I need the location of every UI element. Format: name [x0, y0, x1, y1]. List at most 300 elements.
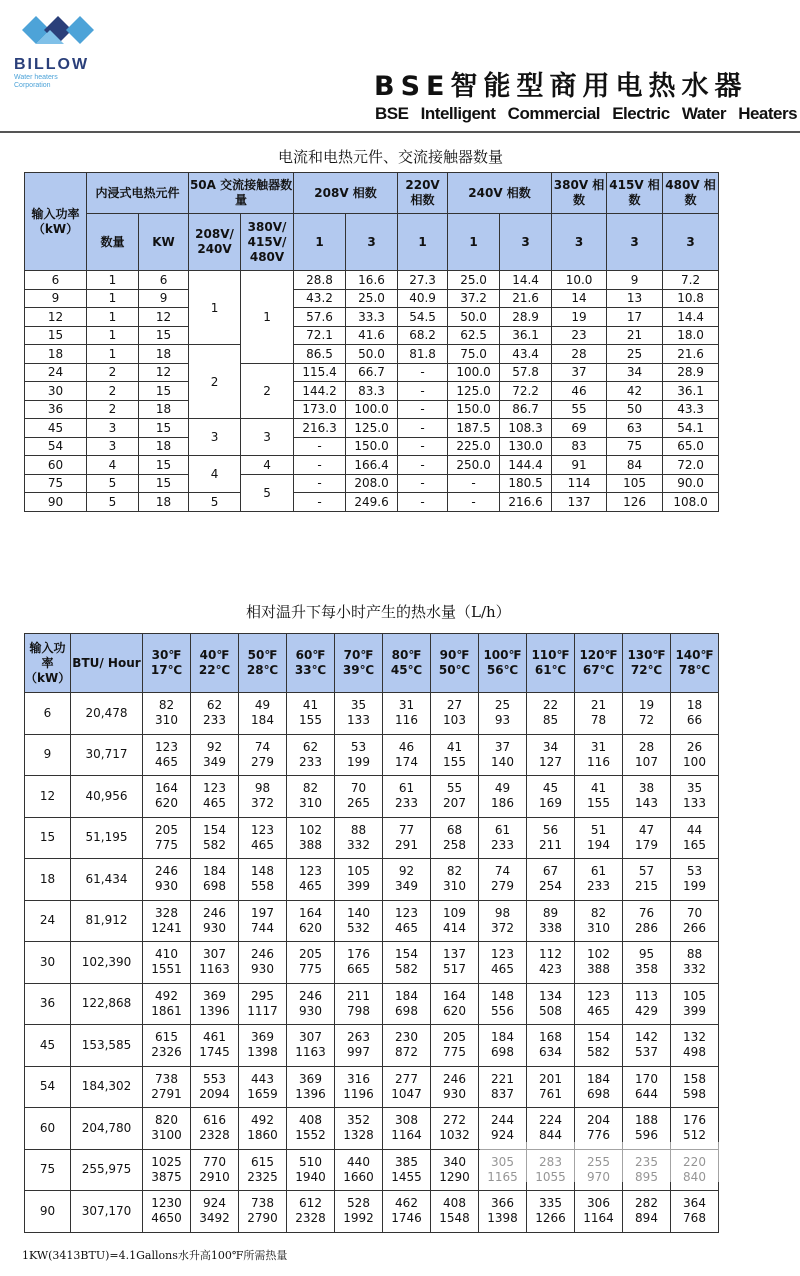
flow-cell: [527, 1191, 575, 1233]
flow-cell: [287, 776, 335, 818]
flow-value-bottom: 78: [590, 713, 607, 728]
flow-value-top: 34: [542, 739, 559, 754]
flow-value-bottom: 169: [539, 796, 562, 811]
flow-value-bottom: 775: [299, 962, 322, 977]
table-cell: 18: [139, 493, 189, 512]
flow-cell: [143, 859, 191, 901]
table-cell: 65.0: [663, 437, 719, 456]
flow-value-top: 158: [683, 1071, 706, 1086]
flow-value-bottom: 332: [683, 962, 706, 977]
table-cell: -: [398, 419, 448, 438]
flow-value-top: 19: [638, 698, 655, 713]
table-cell: 114: [552, 474, 607, 493]
flow-value-top: 408: [299, 1113, 322, 1128]
flow-cell: [383, 693, 431, 735]
flow-value-bottom: 2910: [199, 1169, 230, 1184]
flow-cell: [335, 1149, 383, 1191]
flow-cell: [143, 734, 191, 776]
btu-cell: 102,390: [71, 942, 143, 984]
flow-value-top: 31: [398, 698, 415, 713]
flow-cell: [431, 983, 479, 1025]
flow-value-bottom: 582: [395, 962, 418, 977]
table-cell: 36.1: [663, 382, 719, 401]
flow-value-top: 340: [443, 1154, 466, 1169]
flow-cell: [239, 1108, 287, 1150]
flow-cell: [143, 1191, 191, 1233]
flow-value-top: 28: [638, 739, 655, 754]
flow-value-top: 82: [590, 905, 607, 920]
header-208v: 208V 相数: [294, 173, 398, 214]
flow-value-top: 528: [347, 1196, 370, 1211]
table-cell: 208.0: [346, 474, 398, 493]
flow-value-bottom: 1032: [439, 1128, 470, 1143]
flow-cell: [335, 1025, 383, 1067]
flow-value-bottom: 1047: [391, 1086, 422, 1101]
table-cell: 28.9: [663, 363, 719, 382]
flow-value-top: 184: [587, 1071, 610, 1086]
header-phase: 3: [552, 214, 607, 271]
flow-value-top: 164: [443, 988, 466, 1003]
table-row: [25, 1025, 719, 1067]
table-cell: 28.9: [500, 308, 552, 327]
flow-value-top: 211: [347, 988, 370, 1003]
table-cell: 2: [87, 400, 139, 419]
table-cell: 6: [25, 271, 87, 290]
flow-cell: [383, 1149, 431, 1191]
flow-value-top: 38: [638, 781, 655, 796]
flow-value-bottom: 349: [203, 754, 226, 769]
flow-value-top: 77: [398, 822, 415, 837]
flow-value-top: 123: [299, 864, 322, 879]
table-cell: 9: [139, 289, 189, 308]
flow-cell: [623, 776, 671, 818]
table2-title: 相对温升下每小时产生的热水量（L/h）: [246, 603, 511, 621]
contactor-380-cell: 2: [241, 363, 294, 419]
flow-value-top: 154: [587, 1030, 610, 1045]
flow-value-bottom: 775: [443, 1045, 466, 1060]
flow-value-bottom: 776: [587, 1128, 610, 1143]
table-cell: -: [398, 456, 448, 475]
flow-value-bottom: 207: [443, 796, 466, 811]
flow-cell: [287, 693, 335, 735]
table-cell: 55: [552, 400, 607, 419]
table2-header-cell: 30℉ 17℃: [143, 634, 191, 693]
table-cell: 12: [25, 308, 87, 327]
kw-cell: 75: [25, 1149, 71, 1191]
flow-value-top: 246: [443, 1071, 466, 1086]
flow-value-bottom: 116: [587, 754, 610, 769]
table-cell: 100.0: [448, 363, 500, 382]
flow-cell: [335, 942, 383, 984]
flow-value-bottom: 155: [299, 713, 322, 728]
table-cell: 18.0: [663, 326, 719, 345]
flow-value-top: 308: [395, 1113, 418, 1128]
flow-value-top: 35: [350, 698, 367, 713]
flow-value-bottom: 349: [395, 879, 418, 894]
flow-cell: [383, 859, 431, 901]
flow-value-top: 142: [635, 1030, 658, 1045]
table-cell: 150.0: [448, 400, 500, 419]
flow-value-top: 41: [590, 781, 607, 796]
kw-cell: 45: [25, 1025, 71, 1067]
table-cell: 2: [87, 382, 139, 401]
flow-cell: [239, 900, 287, 942]
flow-value-bottom: 508: [539, 1003, 562, 1018]
table-row: [25, 1191, 719, 1233]
flow-value-top: 82: [158, 698, 175, 713]
flow-value-bottom: 1659: [247, 1086, 278, 1101]
table-cell: 137: [552, 493, 607, 512]
flow-cell: [527, 693, 575, 735]
table-row: [25, 900, 719, 942]
flow-value-bottom: 1860: [247, 1128, 278, 1143]
table2-header-cell: 120℉ 67℃: [575, 634, 623, 693]
flow-value-bottom: 620: [443, 1003, 466, 1018]
flow-value-bottom: 2790: [247, 1211, 278, 1226]
header-input-power: 输入功率（kW）: [25, 173, 87, 271]
flow-cell: [431, 734, 479, 776]
flow-value-top: 112: [539, 947, 562, 962]
table-cell: 1: [87, 271, 139, 290]
flow-cell: [575, 942, 623, 984]
flow-value-bottom: 1164: [583, 1211, 614, 1226]
table-cell: 50: [607, 400, 663, 419]
flow-value-top: 46: [398, 739, 415, 754]
table-cell: 83: [552, 437, 607, 456]
flow-value-top: 95: [638, 947, 655, 962]
flow-cell: [191, 942, 239, 984]
flow-value-bottom: 558: [251, 879, 274, 894]
flow-cell: [575, 983, 623, 1025]
flow-value-bottom: 3492: [199, 1211, 230, 1226]
table-cell: 62.5: [448, 326, 500, 345]
table-cell: 126: [607, 493, 663, 512]
flow-value-bottom: 194: [587, 837, 610, 852]
flow-value-top: 67: [542, 864, 559, 879]
table-cell: 1: [87, 345, 139, 364]
flow-value-top: 27: [446, 698, 463, 713]
flow-value-bottom: 116: [395, 713, 418, 728]
table-cell: 249.6: [346, 493, 398, 512]
flow-value-bottom: 798: [347, 1003, 370, 1018]
flow-value-top: 57: [638, 864, 655, 879]
btu-cell: 255,975: [71, 1149, 143, 1191]
flow-value-bottom: 1398: [487, 1211, 518, 1226]
flow-cell: [287, 1025, 335, 1067]
flow-value-top: 616: [203, 1113, 226, 1128]
flow-value-bottom: 1266: [535, 1211, 566, 1226]
table-cell: 60: [25, 456, 87, 475]
flow-cell: [191, 817, 239, 859]
current-table: [24, 172, 719, 512]
table-cell: 21.6: [663, 345, 719, 364]
flow-value-bottom: 338: [539, 920, 562, 935]
table-cell: 23: [552, 326, 607, 345]
flow-value-top: 204: [587, 1113, 610, 1128]
btu-cell: 153,585: [71, 1025, 143, 1067]
table-cell: 125.0: [448, 382, 500, 401]
table-cell: 12: [139, 363, 189, 382]
table-row: [25, 363, 719, 382]
flow-value-top: 62: [302, 739, 319, 754]
table-cell: 40.9: [398, 289, 448, 308]
table-cell: 45: [25, 419, 87, 438]
table-cell: -: [398, 400, 448, 419]
flow-value-top: 263: [347, 1030, 370, 1045]
table-cell: 18: [139, 400, 189, 419]
flow-value-top: 272: [443, 1113, 466, 1128]
table-cell: 72.1: [294, 326, 346, 345]
btu-cell: 122,868: [71, 983, 143, 1025]
flow-cell: [287, 859, 335, 901]
brand-sub2: Corporation: [14, 82, 51, 89]
flow-value-top: 205: [155, 822, 178, 837]
flow-value-top: 492: [155, 988, 178, 1003]
flow-value-bottom: 388: [587, 962, 610, 977]
table-cell: 21.6: [500, 289, 552, 308]
table-row: [25, 345, 719, 364]
table2-header-cell: BTU/ Hour: [71, 634, 143, 693]
flow-value-top: 45: [542, 781, 559, 796]
table-row: [25, 983, 719, 1025]
flow-cell: [191, 1149, 239, 1191]
flow-value-bottom: 233: [491, 837, 514, 852]
flow-value-top: 385: [395, 1154, 418, 1169]
flow-cell: [671, 942, 719, 984]
flow-value-bottom: 310: [587, 920, 610, 935]
table-cell: 86.7: [500, 400, 552, 419]
flow-value-bottom: 1396: [295, 1086, 326, 1101]
table-cell: 150.0: [346, 437, 398, 456]
table-cell: 16.6: [346, 271, 398, 290]
flow-value-bottom: 1992: [343, 1211, 374, 1226]
table-cell: 125.0: [346, 419, 398, 438]
flow-cell: [287, 1066, 335, 1108]
flow-value-bottom: 698: [491, 1045, 514, 1060]
flow-cell: [335, 817, 383, 859]
flow-value-top: 102: [299, 822, 322, 837]
flow-cell: [623, 983, 671, 1025]
flow-value-bottom: 582: [587, 1045, 610, 1060]
flow-cell: [479, 859, 527, 901]
flow-value-bottom: 1398: [247, 1045, 278, 1060]
flow-cell: [671, 1025, 719, 1067]
kw-cell: 36: [25, 983, 71, 1025]
contactor-208-cell: 1: [189, 271, 241, 345]
flow-value-top: 18: [686, 698, 703, 713]
table-row: [25, 382, 719, 401]
table-cell: 28.8: [294, 271, 346, 290]
header-divider: [0, 131, 800, 133]
contactor-208-cell: 3: [189, 419, 241, 456]
table-cell: 15: [139, 474, 189, 493]
flow-value-bottom: 1117: [247, 1003, 278, 1018]
table-cell: 6: [139, 271, 189, 290]
flow-value-bottom: 465: [395, 920, 418, 935]
flow-value-bottom: 598: [683, 1086, 706, 1101]
flow-cell: [287, 1191, 335, 1233]
flow-value-bottom: 358: [635, 962, 658, 977]
flow-cell: [143, 776, 191, 818]
flow-value-bottom: 698: [587, 1086, 610, 1101]
flow-value-top: 205: [443, 1030, 466, 1045]
table-cell: -: [448, 474, 500, 493]
flow-value-top: 49: [494, 781, 511, 796]
flow-cell: [287, 817, 335, 859]
table-cell: 37.2: [448, 289, 500, 308]
flow-value-top: 295: [251, 988, 274, 1003]
flow-value-top: 123: [251, 822, 274, 837]
table-row: [25, 289, 719, 308]
flow-value-top: 197: [251, 905, 274, 920]
flow-value-top: 62: [206, 698, 223, 713]
table-row: [25, 859, 719, 901]
flow-value-top: 307: [203, 947, 226, 962]
flow-value-bottom: 103: [443, 713, 466, 728]
flow-value-top: 154: [203, 822, 226, 837]
table-cell: 130.0: [500, 437, 552, 456]
table-cell: 69: [552, 419, 607, 438]
table-cell: 57.8: [500, 363, 552, 382]
table2-header-cell: 70℉ 39℃: [335, 634, 383, 693]
flow-value-top: 70: [686, 905, 703, 920]
flow-cell: [143, 693, 191, 735]
flow-value-top: 408: [443, 1196, 466, 1211]
flow-value-top: 461: [203, 1030, 226, 1045]
table2-header-cell: 60℉ 33℃: [287, 634, 335, 693]
flow-value-top: 369: [251, 1030, 274, 1045]
flow-value-bottom: 2791: [151, 1086, 182, 1101]
flow-value-bottom: 556: [491, 1003, 514, 1018]
flow-value-bottom: 1163: [199, 962, 230, 977]
flow-value-bottom: 72: [638, 713, 655, 728]
flow-value-bottom: 2328: [295, 1211, 326, 1226]
flow-value-bottom: 1940: [295, 1169, 326, 1184]
table1-title: 电流和电热元件、交流接触器数量: [278, 148, 504, 166]
flow-value-bottom: 388: [299, 837, 322, 852]
table-cell: 68.2: [398, 326, 448, 345]
table-cell: 166.4: [346, 456, 398, 475]
flow-value-bottom: 233: [395, 796, 418, 811]
table-cell: 144.2: [294, 382, 346, 401]
header-phase: 1: [448, 214, 500, 271]
flow-value-bottom: 1746: [391, 1211, 422, 1226]
flow-cell: [431, 900, 479, 942]
flow-value-bottom: 498: [683, 1045, 706, 1060]
brand-sub1: Water heaters: [14, 74, 58, 81]
flow-value-top: 277: [395, 1071, 418, 1086]
table-cell: 12: [139, 308, 189, 327]
table-row: [25, 693, 719, 735]
flow-value-top: 443: [251, 1071, 274, 1086]
flow-cell: [191, 1066, 239, 1108]
current-table-body: [25, 271, 719, 512]
flow-value-bottom: 582: [203, 837, 226, 852]
table-cell: 10.8: [663, 289, 719, 308]
flow-value-top: 35: [686, 781, 703, 796]
table-cell: 25.0: [346, 289, 398, 308]
flow-value-bottom: 537: [635, 1045, 658, 1060]
flow-value-top: 369: [299, 1071, 322, 1086]
flow-value-top: 246: [299, 988, 322, 1003]
flow-value-bottom: 3100: [151, 1128, 182, 1143]
table-row: [25, 271, 719, 290]
flow-value-top: 612: [299, 1196, 322, 1211]
flow-value-bottom: 2325: [247, 1169, 278, 1184]
flow-cell: [431, 776, 479, 818]
flow-cell: [575, 1191, 623, 1233]
flow-value-top: 176: [683, 1113, 706, 1128]
flow-value-top: 154: [395, 947, 418, 962]
table-cell: 25: [607, 345, 663, 364]
table-row: [25, 419, 719, 438]
flow-value-bottom: 620: [299, 920, 322, 935]
table-cell: 14.4: [500, 271, 552, 290]
flow-value-top: 244: [491, 1113, 514, 1128]
flow-value-top: 105: [347, 864, 370, 879]
flow-cell: [527, 900, 575, 942]
flow-value-top: 74: [254, 739, 271, 754]
flow-cell: [239, 1149, 287, 1191]
flow-value-bottom: 620: [155, 796, 178, 811]
flow-cell: [287, 1149, 335, 1191]
flow-value-bottom: 997: [347, 1045, 370, 1060]
flow-cell: [671, 900, 719, 942]
flow-cell: [431, 1191, 479, 1233]
flow-cell: [239, 942, 287, 984]
flow-value-bottom: 465: [299, 879, 322, 894]
flow-value-bottom: 133: [347, 713, 370, 728]
flow-cell: [143, 1066, 191, 1108]
flow-value-top: 92: [206, 739, 223, 754]
flow-cell: [239, 817, 287, 859]
flow-value-top: 205: [299, 947, 322, 962]
flow-value-top: 246: [203, 905, 226, 920]
flow-value-bottom: 596: [635, 1128, 658, 1143]
flow-value-top: 92: [398, 864, 415, 879]
header-kw: KW: [139, 214, 189, 271]
flow-value-bottom: 140: [491, 754, 514, 769]
flow-value-top: 148: [251, 864, 274, 879]
flow-value-top: 462: [395, 1196, 418, 1211]
flow-value-bottom: 837: [491, 1086, 514, 1101]
table-cell: 10.0: [552, 271, 607, 290]
flow-value-top: 21: [590, 698, 607, 713]
flow-value-bottom: 423: [539, 962, 562, 977]
flow-cell: [431, 1025, 479, 1067]
flow-value-bottom: 924: [491, 1128, 514, 1143]
flow-cell: [671, 776, 719, 818]
table-cell: 72.2: [500, 382, 552, 401]
flow-value-bottom: 100: [683, 754, 706, 769]
flow-value-bottom: 258: [443, 837, 466, 852]
flow-value-bottom: 265: [347, 796, 370, 811]
flow-value-top: 176: [347, 947, 370, 962]
flow-value-bottom: 930: [203, 920, 226, 935]
flow-cell: [623, 734, 671, 776]
kw-cell: 30: [25, 942, 71, 984]
flow-value-bottom: 233: [203, 713, 226, 728]
flow-value-top: 51: [590, 822, 607, 837]
logo-mark-icon: [14, 8, 104, 58]
flow-value-bottom: 465: [491, 962, 514, 977]
flow-value-top: 56: [542, 822, 559, 837]
flow-value-bottom: 429: [635, 1003, 658, 1018]
flow-value-bottom: 3875: [151, 1169, 182, 1184]
flow-cell: [383, 817, 431, 859]
flow-value-top: 98: [494, 905, 511, 920]
flow-cell: [623, 693, 671, 735]
